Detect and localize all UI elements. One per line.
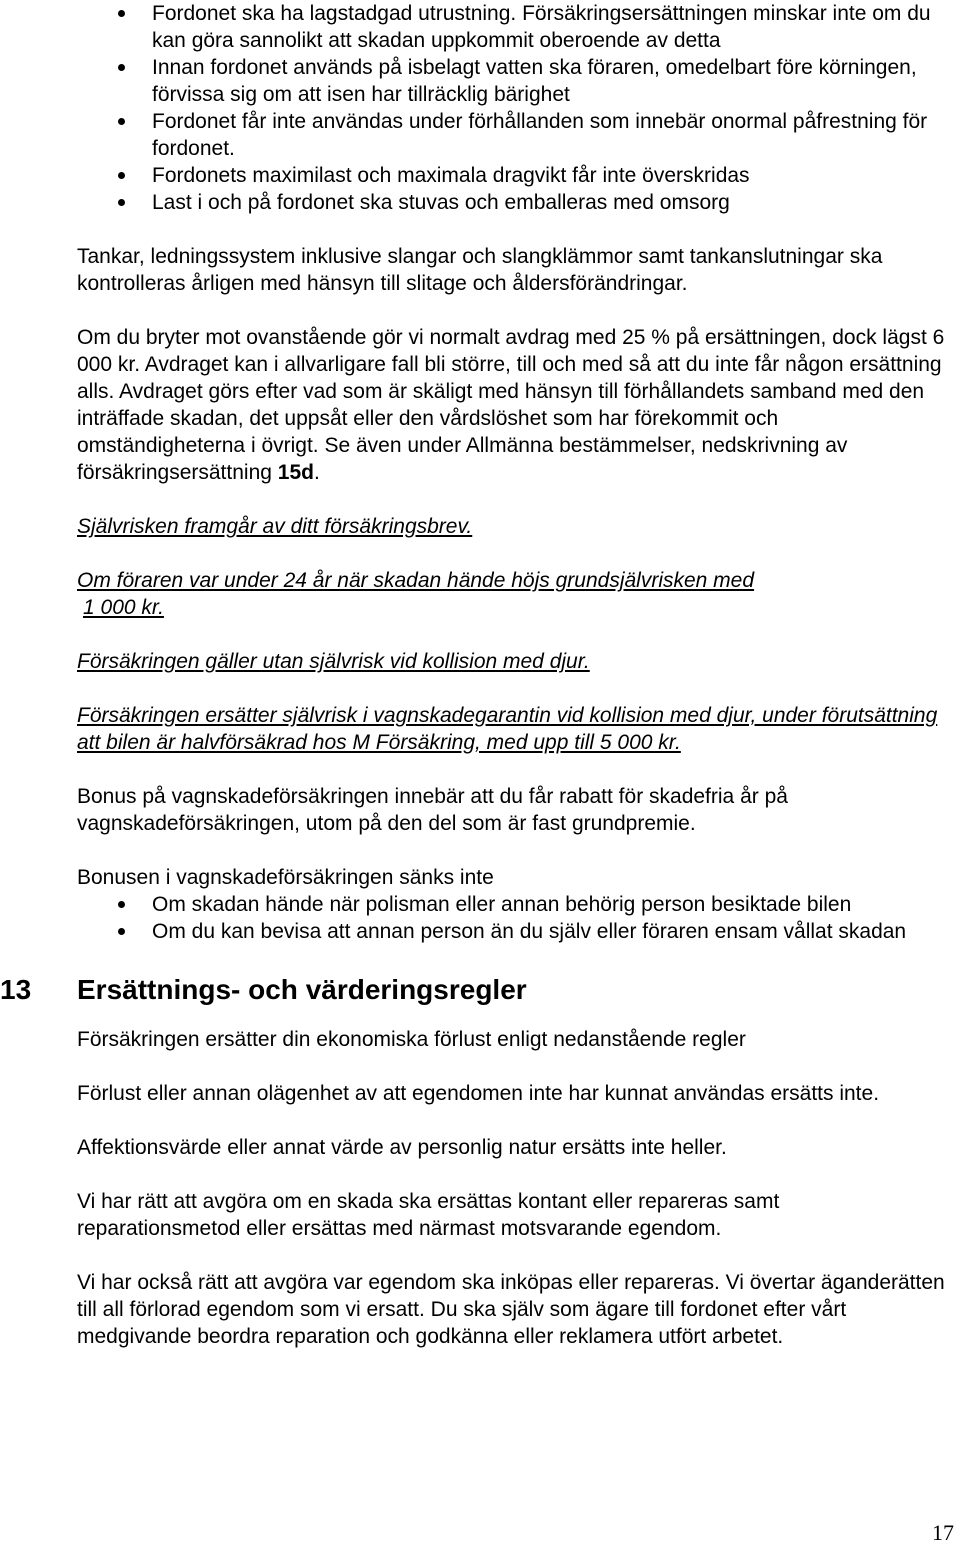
paragraph-avdrag (77, 324, 947, 486)
section-paragraph: Förlust eller annan olägenhet av att egendomen inte har kunnat användas ersätts inte. (77, 1082, 880, 1105)
list-item: Last i och på fordonet ska stuvas och emballeras med omsorg (76, 189, 947, 216)
section-title: Ersättnings- och värderingsregler (77, 974, 527, 1005)
paragraph-bonus: Bonus på vagnskadeförsäkringen innebär att du får rabatt för skadefria år på vagnskadeförsäkringen, utom på den del som är fast grundpremie. (77, 785, 788, 835)
vehicle-rules-list (77, 0, 947, 216)
bonus-exceptions-list (77, 891, 947, 945)
list-item: Innan fordonet används på isbelagt vatten ska föraren, omedelbart före körningen, förvissa sig om att isen har tillräcklig bärighet (76, 54, 947, 108)
list-item: Fordonet får inte användas under förhållanden som innebär onormal påfrestning för fordonet. (76, 108, 947, 162)
section-heading (0, 972, 947, 1008)
note-sjalvrisk: Självrisken framgår av ditt försäkringsbrev. (77, 515, 473, 538)
list-item: Fordonets maximilast och maximala dragvikt får inte överskridas (76, 162, 947, 189)
list-item: Fordonet ska ha lagstadgad utrustning. Försäkringsersättningen minskar inte om du kan göra sannolikt att skadan uppkommit oberoende av detta (76, 0, 947, 54)
section-reference: 15d (277, 461, 314, 484)
paragraph-bonusen: Bonusen i vagnskadeförsäkringen sänks inte (77, 866, 494, 889)
section-paragraph: Vi har också rätt att avgöra var egendom ska inköpas eller repareras. Vi övertar äganderätten till all förlorad egendom som vi ersatt. Du ska själv som ägare till fordonet efter vårt medgivande beordra reparation och godkänna eller reklamera utfört arbetet. (77, 1271, 945, 1348)
paragraph-avdrag-text: Om du bryter mot ovanstående gör vi normalt avdrag med 25 % på ersättningen, dock lägst 6 000 kr. Avdraget kan i allvarligare fall bli större, till och med så att du inte får någon ersättning alls. Avdraget görs efter vad som är skäligt med hänsyn till förhållandets samband med den inträffade skadan, det uppsåt eller den vårdslöshet som har förekommit och omständigheterna i övrigt. Se även under Allmänna bestämmelser, nedskrivning av försäkringsersättning (77, 326, 945, 484)
note-vagnskadegaranti: Försäkringen ersätter självrisk i vagnskadegarantin vid kollision med djur, under förutsättning att bilen är halvförsäkrad hos M Försäkring, med upp till 5 000 kr. (77, 704, 938, 754)
section-paragraph: Försäkringen ersätter din ekonomiska förlust enligt nedanstående regler (77, 1028, 746, 1051)
section-number: 13 (0, 974, 32, 1005)
page-number: 17 (932, 1520, 954, 1545)
note-young-driver (77, 567, 947, 621)
list-item: Om skadan hände när polisman eller annan behörig person besiktade bilen (76, 891, 947, 918)
note-animal-collision: Försäkringen gäller utan självrisk vid kollision med djur. (77, 650, 590, 673)
paragraph-avdrag-end: . (313, 461, 320, 484)
section-paragraph: Vi har rätt att avgöra om en skada ska ersättas kontant eller repareras samt reparationsmetod eller ersättas med närmast motsvarande egendom. (77, 1190, 780, 1240)
list-item: Om du kan bevisa att annan person än du själv eller föraren ensam vållat skadan (76, 918, 947, 945)
note-young-driver-line2: 1 000 kr. (83, 596, 164, 619)
note-young-driver-line1: Om föraren var under 24 år när skadan hände höjs grundsjälvrisken med (77, 569, 755, 592)
section-paragraph: Affektionsvärde eller annat värde av personlig natur ersätts inte heller. (77, 1136, 727, 1159)
paragraph-tankar: Tankar, ledningssystem inklusive slangar och slangklämmor samt tankanslutningar ska kontrolleras årligen med hänsyn till slitage och åldersförändringar. (77, 245, 883, 295)
